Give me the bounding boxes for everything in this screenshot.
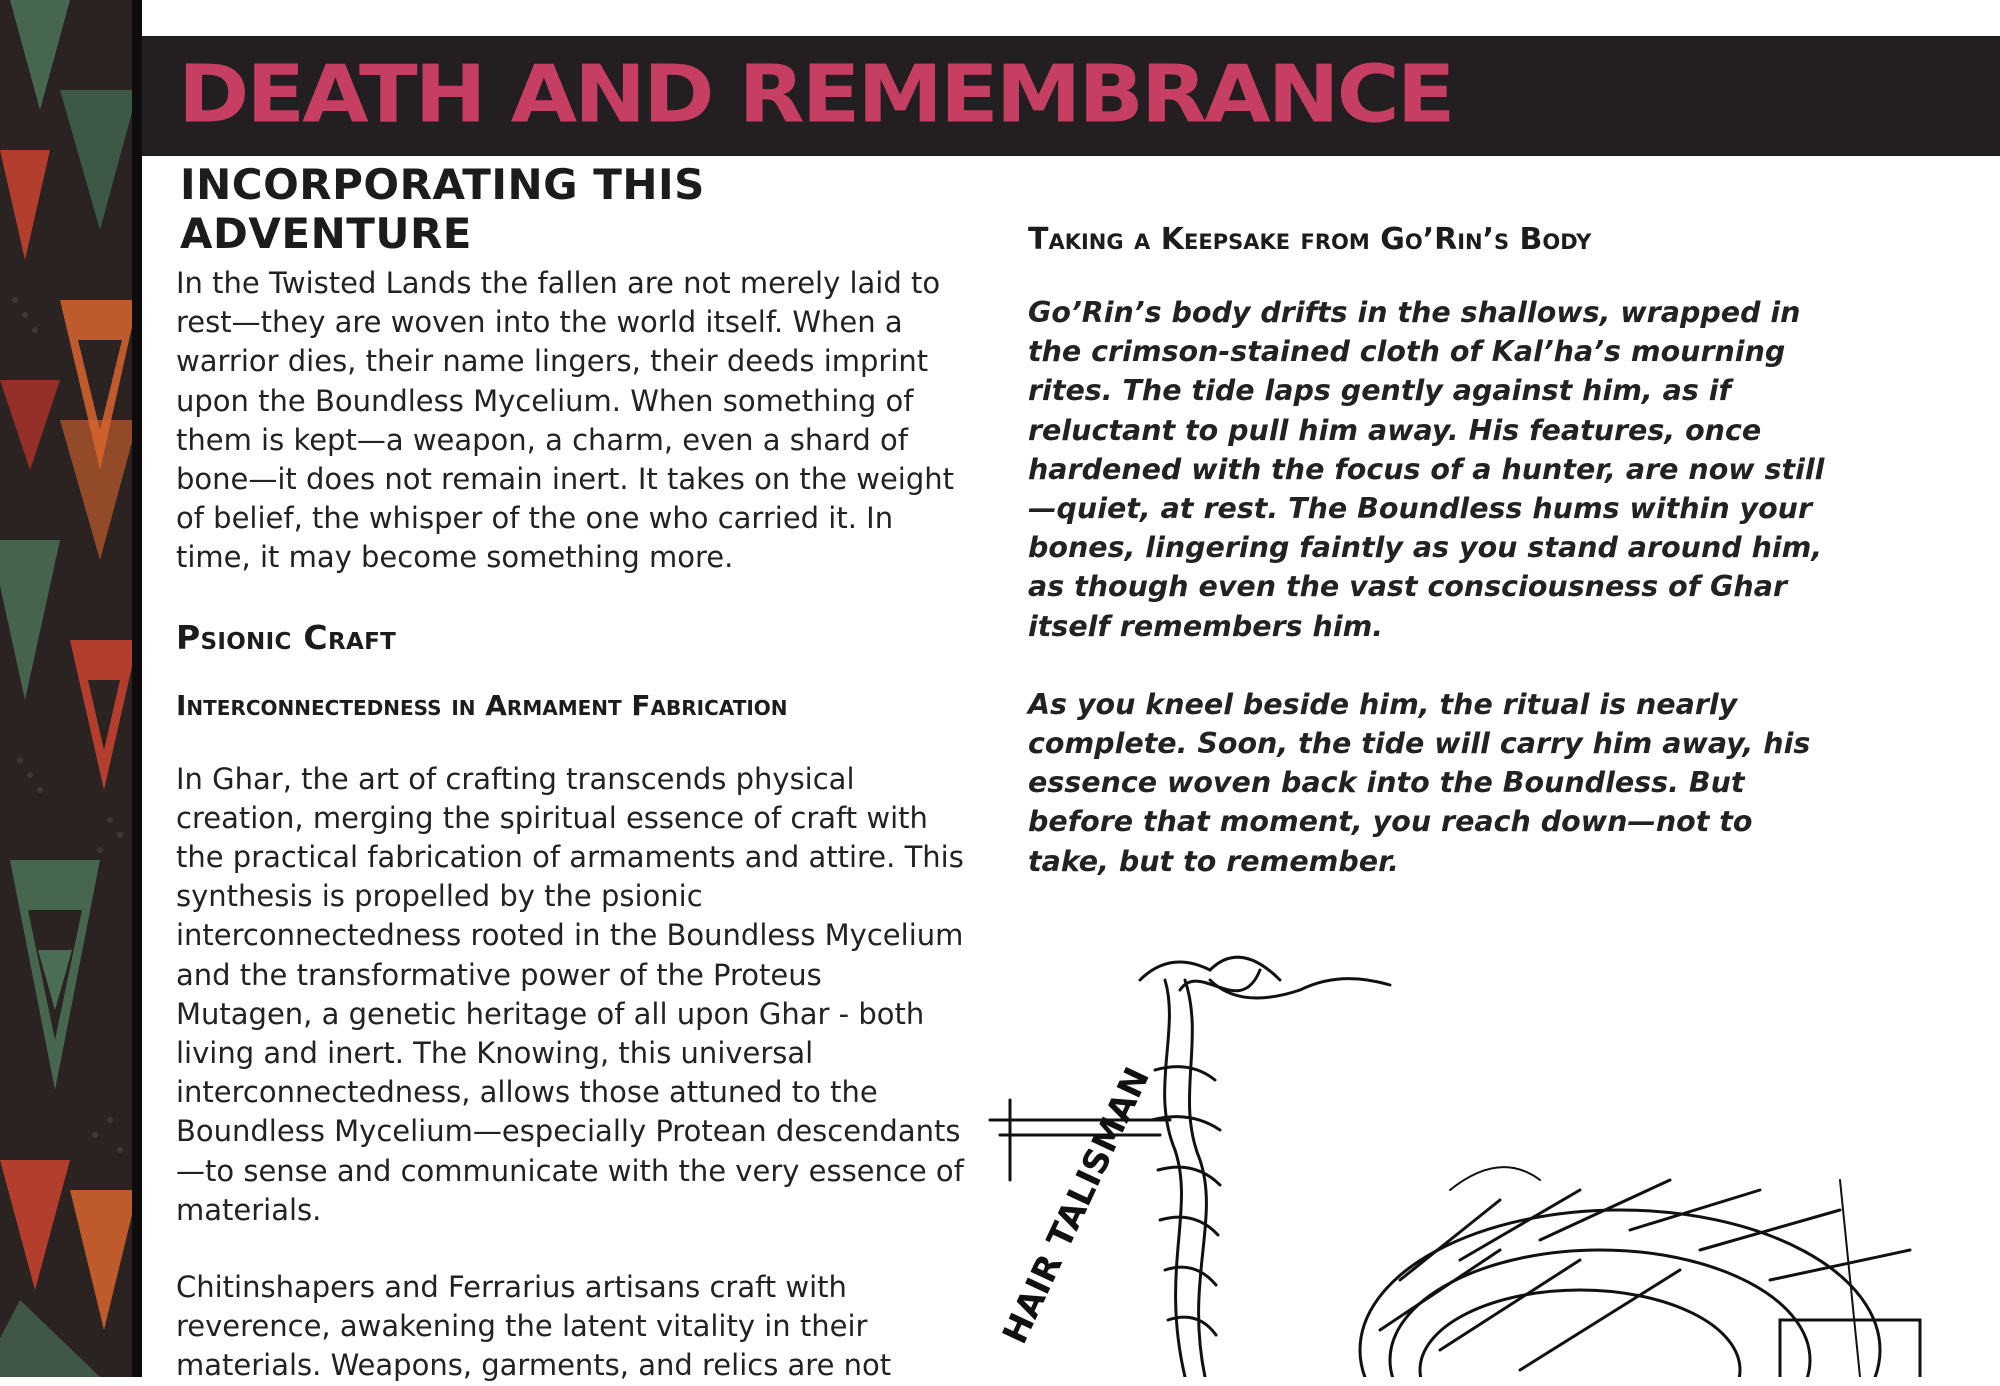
kneel-paragraph: As you kneel beside him, the ritual is nearly complete. Soon, the tide will carry him away, his essence woven back into the Boundless. But before that moment, you reach down—not to take, but to remember. bbox=[1028, 687, 1811, 878]
tribal-pattern bbox=[0, 0, 138, 1377]
psionic-craft-heading: Psionic Craft bbox=[176, 617, 397, 657]
sketch-signature: HAIR TALISMAN bbox=[994, 1061, 1158, 1351]
border-edge bbox=[132, 0, 142, 1377]
artisans-paragraph: Chitinshapers and Ferrarius artisans craft with reverence, awakening the latent vitality in their materials. Weapons, garments, and relics are not bbox=[176, 1270, 892, 1383]
keepsake-heading: Taking a Keepsake from Go’Rin’s Body bbox=[1028, 222, 1592, 257]
crafting-paragraph: In Ghar, the art of crafting transcends physical creation, merging the spiritual essence of craft with the practical fabrication of armaments and attire. This synthesis is propelled by the psionic interconnectedness rooted in the Boundless Mycelium and the transformative power of the Proteus Mutagen, a genetic heritage of all upon Ghar - both living and inert. The Knowing, this universal interconnectedness, allows those attuned to the Boundless Mycelium—especially Protean descendants—to sense and communicate with the very essence of materials. bbox=[176, 761, 964, 1227]
header-band bbox=[142, 36, 2000, 156]
decorative-border bbox=[0, 0, 138, 1377]
left-column bbox=[176, 160, 966, 1386]
intro-paragraph: In the Twisted Lands the fallen are not merely laid to rest—they are woven into the world itself. When a warrior dies, their name lingers, their deeds imprint upon the Boundless Mycelium. When something of them is kept—a weapon, a charm, even a shard of bone—it does not remain inert. It takes on the weight of belief, the whisper of the one who carried it. In time, it may become something more. bbox=[176, 266, 955, 575]
hair-talisman-sketch bbox=[980, 950, 1960, 1377]
goRin-body-paragraph: Go’Rin’s body drifts in the shallows, wrapped in the crimson-stained cloth of Kal’ha’s mourning rites. The tide laps gently against him, as if reluctant to pull him away. His features, once hardened with the focus of a hunter, are now still—quiet, at rest. The Boundless hums within your bones, lingering faintly as you stand around him, as though even the vast consciousness of Ghar itself remembers him. bbox=[1028, 296, 1825, 643]
right-column bbox=[1028, 222, 1828, 881]
page-title: DEATH AND REMEMBRANCE bbox=[178, 49, 1453, 141]
interconnectedness-heading: Interconnectedness in Armament Fabrication bbox=[176, 688, 788, 722]
section-heading: INCORPORATING THIS ADVENTURE bbox=[180, 160, 705, 258]
ink-sketch-illustration bbox=[980, 950, 1960, 1377]
